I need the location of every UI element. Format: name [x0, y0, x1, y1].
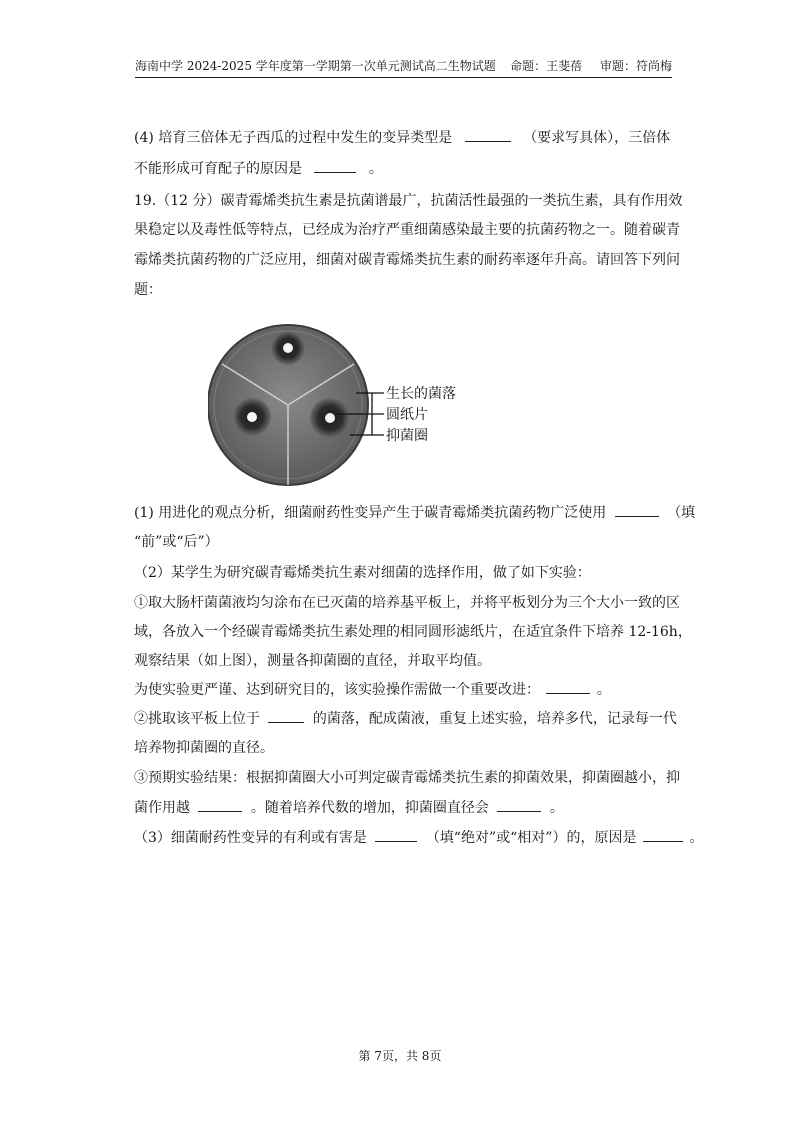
q19-intro-line: 题： [134, 282, 162, 298]
q19-2-heading: （2）某学生为研究碳青霉烯类抗生素对细菌的选择作用，做了如下实验： [134, 565, 591, 581]
answer-blank[interactable] [375, 840, 417, 842]
q19-1-line2: “前”或“后”） [134, 534, 219, 550]
answer-blank[interactable] [465, 140, 511, 142]
answer-blank[interactable] [198, 810, 242, 812]
q19-intro-line: 果稳定以及毒性低等特点，已经成为治疗严重细菌感染最主要的抗菌药物之一。随着碳青 [134, 222, 680, 238]
answer-blank[interactable] [643, 840, 683, 842]
answer-blank[interactable] [615, 515, 659, 517]
q18-4-text-b: （要求写具体），三倍体 [523, 130, 671, 146]
q19-1-line1 [134, 502, 695, 522]
header-author: 命题：王斐蓓 [510, 59, 583, 73]
q19-1-text-b: （填 [667, 505, 696, 521]
q19-2-step2-line2: 培养物抑菌圈的直径。 [134, 740, 274, 756]
page-footer: 第 7页，共 8页 [358, 1049, 442, 1063]
q19-2-step1-end [134, 679, 611, 699]
answer-blank[interactable] [314, 171, 356, 173]
q18-4-text-d: 。 [368, 161, 383, 177]
page-header [135, 57, 672, 78]
q19-intro-line: 19.（12 分）碳青霉烯类抗生素是抗菌谱最广，抗菌活性最强的一类抗生素，具有作用效 [134, 193, 683, 209]
q19-2-step2-line1 [134, 708, 677, 728]
answer-blank[interactable] [546, 692, 590, 694]
q18-4-text-c: 不能形成可育配子的原因是 [134, 161, 302, 177]
q19-2-step3-text-c: 。随着培养代数的增加，抑菌圈直径会 [250, 800, 489, 816]
q19-2-step3-line1: ③预期实验结果：根据抑菌圈大小可判定碳青霉烯类抗生素的抑菌效果，抑菌圈越小，抑 [134, 770, 680, 786]
q18-4-line2 [134, 158, 383, 178]
q19-3-text-a: （3）细菌耐药性变异的有利或有害是 [134, 830, 367, 846]
period: 。 [689, 830, 704, 846]
header-reviewer: 审题：符尚梅 [599, 59, 672, 73]
q19-2-step1-end-text: 为使实验更严谨、达到研究目的，该实验操作需做一个重要改进： [134, 682, 540, 698]
label-zone: 抑菌圈 [386, 428, 428, 444]
q19-2-step3-text-b: 菌作用越 [134, 800, 190, 816]
label-disc: 圆纸片 [386, 407, 428, 423]
inhibition-zone-left [233, 398, 271, 436]
q19-2-step3-line2 [134, 797, 564, 817]
answer-blank[interactable] [497, 810, 541, 812]
q19-2-step1-line: 观察结果（如上图），测量各抑菌圈的直径，并取平均值。 [134, 653, 491, 669]
period: 。 [596, 682, 611, 698]
q19-3-text-b: （填“绝对”或“相对”）的，原因是 [425, 830, 637, 846]
label-colony: 生长的菌落 [386, 386, 456, 402]
q19-intro-line: 霉烯类抗菌药物的广泛应用，细菌对碳青霉烯类抗生素的耐药率逐年升高。请回答下列问 [134, 252, 680, 268]
q19-3-line [134, 827, 703, 847]
period: 。 [549, 800, 564, 816]
q19-2-step2-text-a: ②挑取该平板上位于 [134, 711, 260, 727]
q19-2-step1-line: ①取大肠杆菌菌液均匀涂布在已灭菌的培养基平板上，并将平板划分为三个大小一致的区 [134, 595, 680, 611]
header-title: 海南中学 2024-2025 学年度第一学期第一次单元测试高二生物试题 [135, 59, 496, 73]
q19-2-step2-text-b: 的菌落，配成菌液，重复上述实验，培养多代，记录每一代 [312, 711, 677, 727]
header-credits [496, 57, 672, 74]
inhibition-zone-right [310, 398, 350, 438]
q18-4-text-a: (4) 培育三倍体无子西瓜的过程中发生的变异类型是 [134, 130, 453, 146]
petri-dish-figure [208, 322, 488, 492]
q19-2-step1-line: 域，各放入一个经碳青霉烯类抗生素处理的相同圆形滤纸片，在适宜条件下培养 12-16h， [134, 624, 692, 640]
q19-1-text: (1) 用进化的观点分析，细菌耐药性变异产生于碳青霉烯类抗菌药物广泛使用 [134, 505, 607, 521]
q18-4-line1 [134, 127, 670, 147]
answer-blank[interactable] [268, 721, 304, 723]
inhibition-zone-top [271, 331, 305, 365]
